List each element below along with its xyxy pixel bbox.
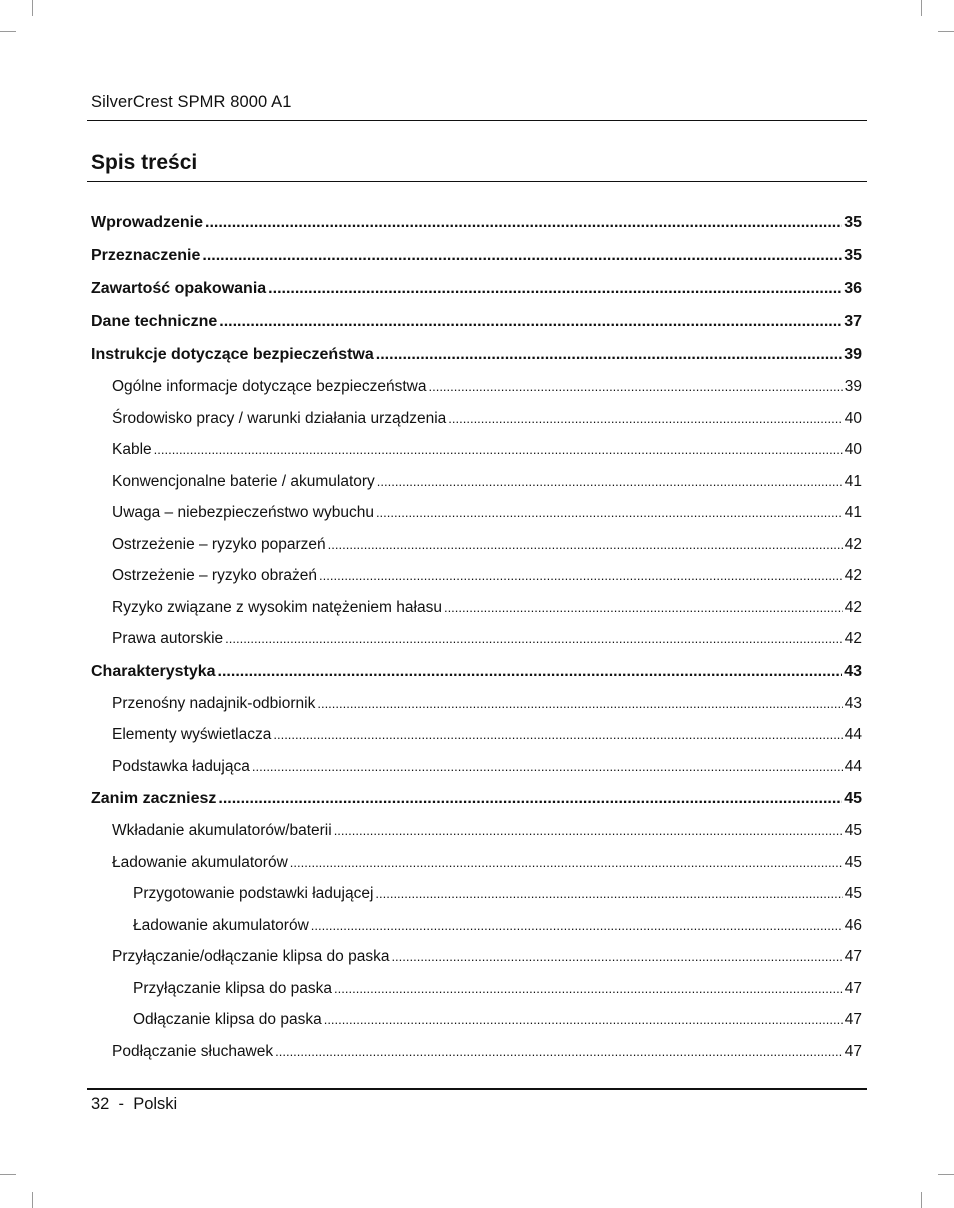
dot-leader — [218, 655, 843, 688]
crop-mark — [938, 1174, 954, 1175]
toc-entry-page: 46 — [844, 916, 862, 934]
dot-leader — [225, 623, 843, 655]
dot-leader — [275, 1036, 843, 1068]
toc-entry[interactable] — [91, 403, 862, 435]
toc-entry-title: Ładowanie akumulatorów — [133, 916, 309, 934]
toc-entry[interactable] — [91, 910, 862, 942]
toc-entry-page: 42 — [844, 598, 862, 616]
toc-entry-title: Podstawka ładująca — [112, 757, 250, 775]
toc-entry[interactable] — [91, 815, 862, 847]
toc-entry[interactable] — [91, 466, 862, 498]
dot-leader — [273, 719, 842, 751]
toc-entry-page: 42 — [844, 630, 862, 647]
crop-mark — [0, 1174, 16, 1175]
toc-entry-title: Charakterystyka — [91, 662, 216, 680]
toc-entry-page: 47 — [844, 979, 862, 997]
dot-leader — [448, 403, 842, 435]
crop-mark — [921, 1192, 922, 1208]
toc-entry-page: 41 — [844, 472, 862, 490]
toc-entry[interactable] — [91, 592, 862, 624]
toc-entry[interactable] — [91, 338, 862, 371]
footer-separator: - — [118, 1095, 125, 1113]
page-title: Spis treści — [91, 151, 198, 174]
toc-entry-title: Ładowanie akumulatorów — [112, 853, 288, 871]
dot-leader — [317, 688, 842, 720]
dot-leader — [268, 272, 842, 305]
toc-entry-page: 39 — [844, 346, 862, 363]
toc-entry[interactable] — [91, 206, 862, 239]
dot-leader — [328, 529, 843, 561]
dot-leader — [444, 592, 843, 624]
dot-leader — [252, 751, 843, 783]
dot-leader — [205, 206, 842, 239]
toc-entry[interactable] — [91, 272, 862, 305]
toc-entry-title: Kable — [112, 441, 152, 458]
toc-entry-page: 41 — [844, 504, 862, 521]
dot-leader — [375, 878, 842, 910]
toc-entry[interactable] — [91, 305, 862, 338]
toc-entry[interactable] — [91, 1036, 862, 1068]
toc-entry-title: Ogólne informacje dotyczące bezpieczeństwa — [112, 378, 427, 395]
toc-entry-page: 35 — [844, 214, 862, 231]
crop-mark — [32, 1192, 33, 1208]
toc-entry-page: 44 — [844, 726, 862, 743]
toc-entry[interactable] — [91, 1004, 862, 1036]
toc-entry[interactable] — [91, 719, 862, 751]
toc-entry-page: 45 — [844, 790, 862, 807]
dot-leader — [428, 371, 842, 403]
toc-entry[interactable] — [91, 941, 862, 973]
toc-entry-page: 36 — [844, 280, 862, 297]
toc-entry[interactable] — [91, 497, 862, 529]
crop-mark — [938, 31, 954, 32]
toc-entry-title: Podłączanie słuchawek — [112, 1042, 274, 1060]
dot-leader — [334, 815, 843, 847]
toc-entry-title: Przenośny nadajnik-odbiornik — [112, 694, 316, 712]
toc-entry[interactable] — [91, 688, 862, 720]
toc-entry-title: Przygotowanie podstawki ładującej — [133, 885, 374, 902]
page-number: 32 — [91, 1095, 110, 1113]
toc-entry-page: 45 — [844, 853, 862, 871]
crop-mark — [921, 0, 922, 16]
toc-entry-title: Zawartość opakowania — [91, 280, 267, 297]
dot-leader — [319, 560, 843, 592]
toc-entry-title: Konwencjonalne baterie / akumulatory — [112, 472, 375, 490]
dot-leader — [202, 239, 842, 272]
dot-leader — [290, 847, 843, 879]
toc-entry[interactable] — [91, 751, 862, 783]
toc-entry-title: Wkładanie akumulatorów/baterii — [112, 822, 332, 839]
toc-entry[interactable] — [91, 529, 862, 561]
toc-entry-page: 39 — [844, 378, 862, 395]
toc-entry-title: Przyłączanie/odłączanie klipsa do paska — [112, 948, 390, 965]
toc-entry-title: Uwaga – niebezpieczeństwo wybuchu — [112, 504, 374, 521]
page-footer — [91, 1095, 177, 1114]
toc-entry[interactable] — [91, 239, 862, 272]
dot-leader — [391, 941, 842, 973]
toc-entry-title: Ryzyko związane z wysokim natężeniem hałasu — [112, 598, 442, 616]
dot-leader — [334, 973, 843, 1005]
toc-entry-title: Instrukcje dotyczące bezpieczeństwa — [91, 346, 374, 363]
toc-entry-title: Przyłączanie klipsa do paska — [133, 979, 333, 997]
dot-leader — [376, 338, 842, 371]
toc-entry-page: 37 — [844, 313, 862, 330]
toc-entry-page: 47 — [844, 1042, 862, 1060]
footer-language: Polski — [133, 1095, 178, 1113]
toc-entry-page: 45 — [844, 822, 862, 839]
dot-leader — [377, 466, 843, 498]
toc-entry-title: Ostrzeżenie – ryzyko poparzeń — [112, 535, 326, 553]
toc-entry-page: 45 — [844, 885, 862, 902]
toc-entry-title: Zanim zaczniesz — [91, 790, 217, 807]
dot-leader — [376, 497, 843, 529]
toc-entry-title: Elementy wyświetlacza — [112, 726, 272, 743]
toc-entry-page: 43 — [844, 662, 862, 680]
toc-entry-title: Środowisko pracy / warunki działania urządzenia — [112, 409, 447, 427]
toc-entry-page: 43 — [844, 694, 862, 712]
toc-entry-page: 47 — [844, 948, 862, 965]
toc-entry-page: 42 — [844, 535, 862, 553]
toc-entry[interactable] — [91, 847, 862, 879]
dot-leader — [219, 305, 842, 338]
toc-entry-title: Wprowadzenie — [91, 214, 204, 231]
toc-entry[interactable] — [91, 973, 862, 1005]
toc-entry[interactable] — [91, 655, 862, 688]
footer-rule — [87, 1088, 867, 1090]
toc-entry-page: 35 — [844, 247, 862, 264]
running-header: SilverCrest SPMR 8000 A1 — [91, 93, 292, 111]
crop-mark — [32, 0, 33, 16]
toc-entry-title: Odłączanie klipsa do paska — [133, 1011, 322, 1028]
toc-entry-title: Dane techniczne — [91, 313, 218, 330]
toc-entry[interactable] — [91, 878, 862, 910]
toc-entry[interactable] — [91, 623, 862, 655]
header-rule — [87, 120, 867, 121]
toc-entry[interactable] — [91, 782, 862, 815]
title-rule — [87, 181, 867, 182]
dot-leader — [218, 782, 842, 815]
toc-entry[interactable] — [91, 434, 862, 466]
table-of-contents — [91, 206, 862, 1067]
toc-entry[interactable] — [91, 371, 862, 403]
toc-entry-title: Przeznaczenie — [91, 247, 201, 264]
toc-entry-page: 40 — [844, 441, 862, 458]
toc-entry-title: Ostrzeżenie – ryzyko obrażeń — [112, 567, 318, 584]
toc-entry-page: 42 — [844, 567, 862, 584]
toc-entry[interactable] — [91, 560, 862, 592]
dot-leader — [324, 1004, 843, 1036]
dot-leader — [311, 910, 843, 942]
dot-leader — [154, 434, 843, 466]
crop-mark — [0, 31, 16, 32]
toc-entry-page: 44 — [844, 757, 862, 775]
toc-entry-page: 47 — [844, 1011, 862, 1028]
toc-entry-page: 40 — [844, 409, 862, 427]
toc-entry-title: Prawa autorskie — [112, 630, 224, 647]
